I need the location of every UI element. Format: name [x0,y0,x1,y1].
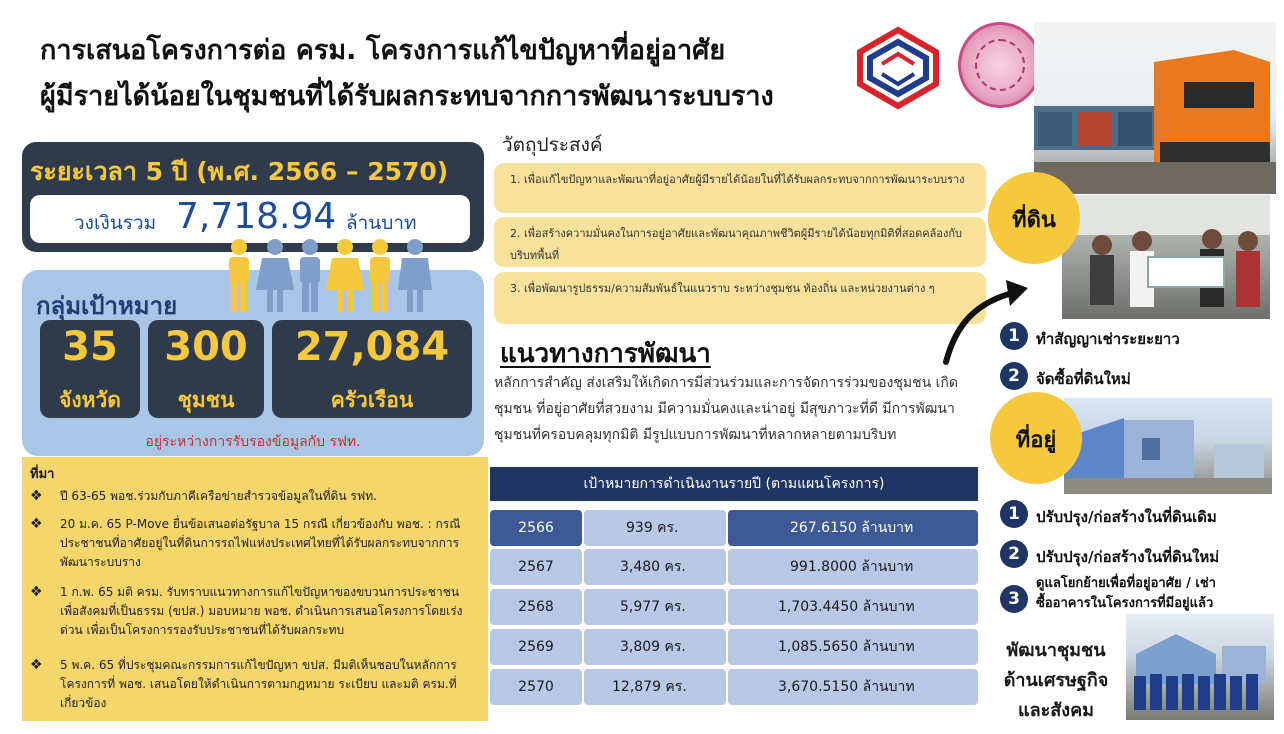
housing-option-label: ดูแลโยกย้ายเพื่อที่อยู่อาศัย / เช่า [1036,576,1216,591]
table-cell-households: 5,977 คร. [584,589,726,625]
table-cell-budget: 267.6150 ล้านบาท [728,510,978,546]
table-cell-budget: 1,703.4450 ล้านบาท [728,589,978,625]
bullet-icon: ❖ [30,488,43,504]
number-badge: 1 [1000,322,1028,350]
table-cell-households: 939 คร. [584,510,726,546]
housing-label: ที่อยู่ [1015,428,1057,453]
housing-photo [1064,398,1272,494]
objectives-title: วัตถุประสงค์ [502,134,603,156]
table-cell-budget: 3,670.5150 ล้านบาท [728,669,978,705]
page-title-line-2: ผู้มีรายได้น้อยในชุมชนที่ได้รับผลกระทบจากการพัฒนาระบบราง [40,81,774,112]
number-badge: 2 [1000,540,1028,568]
source-item: ❖ 1 ก.พ. 65 มติ ครม. รับทราบแนวทางการแก้ไขปัญหาของขบวนการประชาชนเพื่อสังคมที่เป็นธรรม (ขปส.) มอบหมาย พอช. ดำเนินการเสนอโครงการโดยเร่งด่วน เพื่อเป็นโครงการรองรับประชาชนที่ได้รับผลกระทบ [30,584,463,637]
budget-unit: ล้านบาท [346,212,417,234]
housing-option-label: ปรับปรุง/ก่อสร้างในที่ดินเดิม [1036,508,1217,526]
land-ceremony-photo [1062,195,1270,319]
bullet-icon: ❖ [30,584,43,600]
page-title-line-1: การเสนอโครงการต่อ ครม. โครงการแก้ไขปัญหาที่อยู่อาศัย [40,35,726,66]
number-badge: 2 [1000,362,1028,390]
development-text: หลักการสำคัญ ส่งเสริมให้เกิดการมีส่วนร่วมและการจัดการร่วมของชุมชน เกิดชุมชน ที่อยู่อาศัยที่สวยงาม มีความมั่นคงและน่าอยู่ มีสุขภาวะที่ดี มีการพัฒนาชุมชนที่ครอบคลุมทุกมิติ มีรูปแบบการพัฒนาที่หลากหลายตามบริบท [494,375,959,443]
number-badge: 3 [1000,585,1028,613]
table-cell-households: 12,879 คร. [584,669,726,705]
stat-communities-value: 300 [164,324,248,370]
bullet-icon: ❖ [30,657,43,673]
source-item: ❖ 5 พ.ค. 65 ที่ประชุมคณะกรรมการแก้ไขปัญหา ขปส. มีมติเห็นชอบในหลักการโครงการที่ พอช. เสนอโดยให้ดำเนินการตามกฎหมาย ระเบียบ และมติ ครม.ที่เกี่ยวข้อง [30,657,457,710]
stat-households-label: ครัวเรือน [330,388,414,412]
number-badge: 1 [1000,500,1028,528]
government-seal-logo [958,22,1042,108]
stat-provinces-label: จังหวัด [59,388,121,412]
table-cell-year: 2569 [490,629,582,665]
source-heading: ที่มา [30,467,55,482]
people-icon-group [222,238,432,314]
table-cell-households: 3,480 คร. [584,549,726,585]
table-cell-year: 2570 [490,669,582,705]
table-cell-budget: 1,085.5650 ล้านบาท [728,629,978,665]
objective-item: 1. เพื่อแก้ไขปัญหาและพัฒนาที่อยู่อาศัยผู้มีรายได้น้อยในที่ได้รับผลกระทบจากการพัฒนาระบบราง [494,163,986,213]
economy-label: พัฒนาชุมชน ด้านเศรษฐกิจ และสังคม [1003,640,1109,721]
land-option-label: ทำสัญญาเช่าระยะยาว [1036,330,1180,348]
community-photo [1126,614,1274,720]
railway-logo [852,24,944,112]
objective-item: 3. เพื่อพัฒนารูปธรรม/ความสัมพันธ์ในแนวราบ ระหว่างชุมชน ท้องถิ่น และหน่วยงานต่าง ๆ [494,272,986,324]
period-label: ระยะเวลา 5 ปี (พ.ศ. 2566 – 2570) [30,157,449,186]
target-group-title: กลุ่มเป้าหมาย [36,292,178,320]
source-item: ❖ ปี 63-65 พอช.ร่วมกับภาคีเครือข่ายสำรวจข้อมูลในที่ดิน รฟท. [30,488,377,504]
table-cell-budget: 991.8000 ล้านบาท [728,549,978,585]
development-title: แนวทางการพัฒนา [500,339,711,369]
land-option-label: จัดซื้อที่ดินใหม่ [1036,370,1131,388]
target-note: อยู่ระหว่างการรับรองข้อมูลกับ รฟท. [145,434,361,450]
stat-provinces-value: 35 [62,324,118,370]
annual-table-header: เป้าหมายการดำเนินงานรายปี (ตามแผนโครงการ) [490,467,978,501]
table-cell-year: 2567 [490,549,582,585]
table-cell-year: 2568 [490,589,582,625]
objective-item: 2. เพื่อสร้างความมั่นคงในการอยู่อาศัยและพัฒนาคุณภาพชีวิตผู้มีรายได้น้อยทุกมิติที่สอดคล้องกับบริบทพื้นที่ [494,217,986,267]
table-cell-year: 2566 [490,510,582,546]
table-cell-households: 3,809 คร. [584,629,726,665]
source-item: ❖ 20 ม.ค. 65 P-Move ยื่นข้อเสนอต่อรัฐบาล 15 กรณี เกี่ยวข้องกับ พอช. : กรณีประชาชนที่อาศัยอยู่ในที่ดินการรถไฟแห่งประเทศไทยที่ได้รับผลกระทบจากการพัฒนาระบบราง [30,516,461,569]
stat-communities-label: ชุมชน [177,388,235,412]
budget-value: 7,718.94 [176,196,337,237]
stat-households-value: 27,084 [294,324,450,370]
train-photo [1034,22,1276,194]
land-label: ที่ดิน [1012,208,1056,233]
budget-label: วงเงินรวม [74,212,157,234]
housing-option-label: ปรับปรุง/ก่อสร้างในที่ดินใหม่ [1036,548,1220,566]
bullet-icon: ❖ [30,516,43,532]
housing-option-label: ซื้ออาคารในโครงการที่มีอยู่แล้ว [1036,596,1214,611]
